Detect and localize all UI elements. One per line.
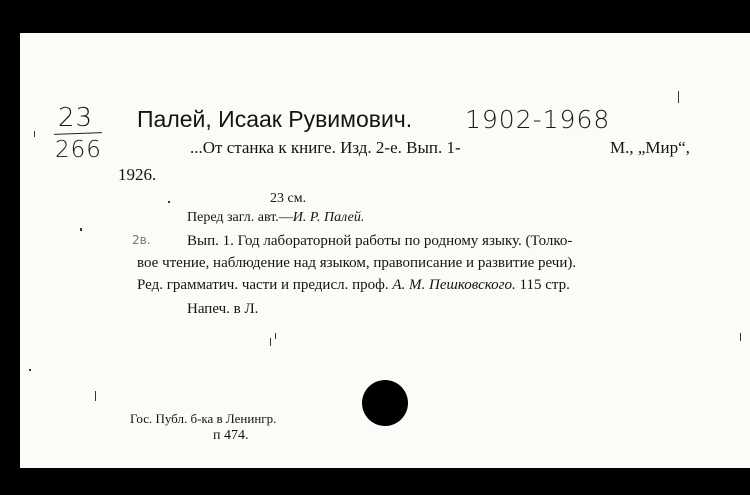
contents-line-1: Вып. 1. Год лабораторной работы по родному языку. (Толко- — [187, 233, 573, 249]
speck — [678, 91, 679, 103]
punch-hole — [362, 380, 408, 426]
title-note-text: Перед загл. авт.— — [187, 210, 293, 225]
speck — [740, 333, 741, 341]
handwritten-mark: 2в. — [132, 233, 151, 247]
contents-editor: А. М. Пешковского. — [392, 277, 516, 293]
speck — [29, 369, 31, 371]
shelfmark-top: 23 — [58, 103, 94, 133]
imprint: М., „Мир“, — [610, 138, 690, 157]
title-line: ...От станка к книге. Изд. 2-е. Вып. 1- — [190, 138, 461, 157]
library-stamp-line-2: п 474. — [213, 428, 249, 443]
speck — [270, 338, 271, 346]
contents-line-3 — [137, 277, 570, 294]
contents-line-3-text: Ред. грамматич. части и предисл. проф. — [137, 277, 393, 293]
library-stamp-line-1: Гос. Публ. б-ка в Ленингр. — [130, 411, 277, 426]
publication-year: 1926. — [118, 165, 157, 184]
author-heading: Палей, Исаак Рувимович. — [137, 106, 413, 132]
speck — [95, 391, 96, 401]
title-note-author: И. Р. Палей. — [292, 210, 365, 225]
contents-pages: 115 стр. — [515, 277, 570, 293]
title-note — [187, 210, 364, 226]
speck — [275, 333, 276, 339]
shelfmark-bottom: 266 — [55, 137, 102, 163]
life-years: 1902-1968 — [465, 105, 611, 134]
printed-in: Напеч. в Л. — [187, 301, 259, 317]
speck — [34, 131, 35, 137]
speck — [80, 228, 82, 231]
catalog-card — [20, 33, 750, 468]
speck — [168, 201, 170, 203]
shelfmark-divider — [54, 132, 102, 135]
physical-size: 23 см. — [270, 191, 307, 206]
contents-line-2: вое чтение, наблюдение над языком, правописание и развитие речи). — [137, 255, 577, 271]
